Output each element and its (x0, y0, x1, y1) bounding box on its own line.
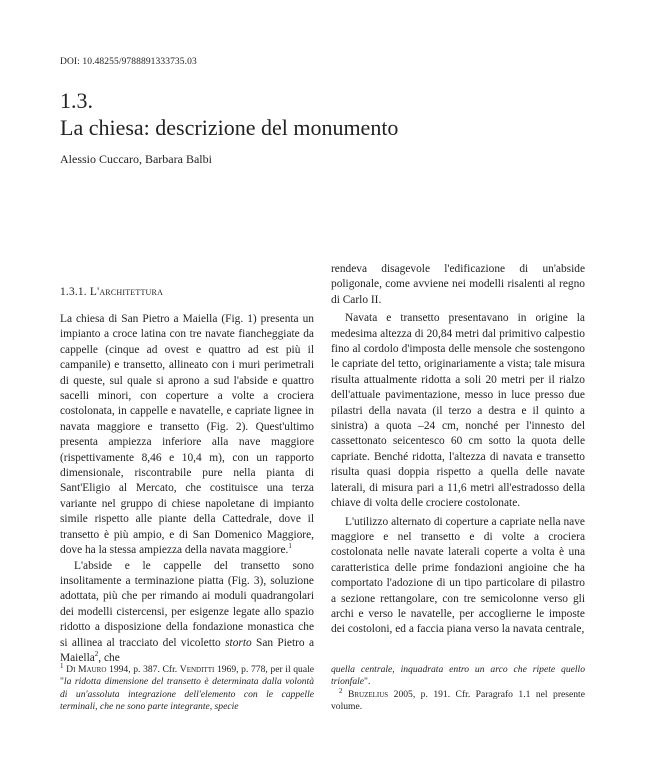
footnote-ref[interactable]: 1 (288, 542, 292, 551)
right-text-column (331, 262, 585, 638)
paragraph: rendeva disagevole l'edificazione di un'abside poligonale, come avviene nei modelli risalenti al regno di Carlo II. (331, 263, 585, 306)
left-text-column (60, 312, 314, 666)
chapter-number: 1.3. (60, 88, 93, 113)
section-title: L'architettura (89, 286, 164, 298)
paragraph: L'abside e le cappelle del transetto sono insolitamente a terminazione piatta (Fig. 3), soluzione adottata, più che per rimando ai moduli quadrangolari dei modelli cistercensi, per esigenze legate allo spazio ridotto a disposizione della fondazione monastica che si allinea al tracciato del vicoletto storto San Pietro a Maiella$^2$, che (60, 559, 315, 664)
footnote-2 (331, 664, 585, 714)
section-heading (60, 286, 163, 298)
section-number: 1.3.1. (60, 286, 87, 298)
paragraph: L'utilizzo alternato di coperture a capriate nella nave maggiore e nel transetto e di volte a crociera costolonata nelle navate laterali coperte a volta è una caratteristica delle prime fondazioni angioine che ha comportato l'adozione di un tipo particolare di pilastro a sezione rettangolare, con tre semicolonne verso gli archi e verso le navatelle, per accoglierne le imposte dei costoloni, ed a faccia piana verso la navata centrale, (331, 515, 585, 636)
paragraph: Navata e transetto presentavano in origine la medesima altezza di 20,84 metri dal primitivo calpestio fino al cordolo d'imposta delle mensole che sostengono le capriate del tetto, originariamente a vista; tale misura risulta attualmente ridotta a soli 20 metri per il rialzo dell'attuale pavimentazione, messo in luce presso due pilastri della navata (il terzo a destra e il quinto a sinistra) a quota –24 cm, nonché per l'innesto del cassettonato seicentesco 60 cm sotto la quota delle capriate. Benché ridotta, l'altezza di navata e transetto risulta quasi doppia rispetto a quella delle navate laterali, di misura pari a 11,6 metri all'estradosso della chiave di volta delle crociere costolonate. (331, 312, 585, 510)
paragraph: La chiesa di San Pietro a Maiella (Fig. 1) presenta un impianto a croce latina con tre navate fiancheggiate da cappelle (cinque ad ovest e quattro ad est più il campanile) e transetto, allineato con i muri perimetrali di queste, sul quale si aprono a sud l'abside e quattro sacelli minori, con coperture a volte a crociera costolonata, in cappelle e navatelle, e capriate lignee in navata maggiore e transetto (Fig. 2). Quest'ultimo presenta ampiezza inferiore alla nave maggiore (rispettivamente 8,46 e 10,4 m), con un rapporto dimensionale, riscontrabile pure nella pianta di Sant'Eligio al Mercato, che costituisce una terza variante nel gruppo di chiese napoletane di impianto simile rispetto alle piante della Cattedrale, dove il transetto è più ampio, e di San Domenico Maggiore, dove ha la stessa ampiezza della navata maggiore.$^1$ (60, 313, 314, 557)
chapter-authors: Alessio Cuccaro, Barbara Balbi (60, 152, 212, 166)
footnote-1: $^1$ Di Mauro 1994, p. 387. Cfr. Venditti 1969, p. 778, per il quale "la ridotta dimensione del transetto è determinata dalla volontà di un'assoluta integrazione dell'elemento con le cappelle terminali, che ne sono parte integrante, specie (60, 661, 315, 713)
chapter-title: La chiesa: descrizione del monumento (60, 115, 399, 140)
footnote-ref[interactable]: 2 (94, 650, 99, 659)
doi-line: DOI: 10.48255/9788891333735.03 (60, 57, 197, 67)
footnote-2-text: $^2$ Bruzelius 2005, p. 191. Cfr. Paragrafo 1.1 nel presente volume. (331, 686, 585, 713)
footnote-1-continued: quella centrale, inquadrata entro un arco che ripete quello trionfale". (331, 664, 585, 688)
